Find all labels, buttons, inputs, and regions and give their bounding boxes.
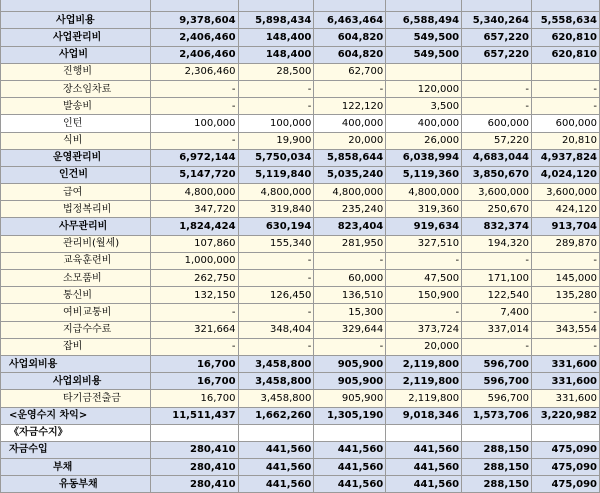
value-cell[interactable]: 62,700 <box>314 63 386 80</box>
value-cell[interactable]: 280,410 <box>150 441 238 458</box>
table-row <box>1 115 600 132</box>
value-cell[interactable]: - <box>386 252 462 269</box>
value-cell[interactable]: 16,700 <box>150 390 238 407</box>
value-cell[interactable]: 5,119,840 <box>238 166 314 183</box>
value-cell[interactable]: 1,662,260 <box>238 407 314 424</box>
value-cell[interactable]: 319,360 <box>386 201 462 218</box>
value-cell[interactable]: - <box>150 80 238 97</box>
value-cell[interactable]: 441,560 <box>386 441 462 458</box>
value-cell[interactable]: 441,560 <box>238 441 314 458</box>
value-cell[interactable]: 905,900 <box>314 390 386 407</box>
row-label-cell[interactable]: 사업관리비 <box>1 29 151 46</box>
row-label-cell[interactable]: 식비 <box>1 132 151 149</box>
table-row <box>1 218 600 235</box>
value-cell[interactable]: 47,500 <box>386 270 462 287</box>
value-cell[interactable]: 600,000 <box>532 115 600 132</box>
table-row <box>1 441 600 458</box>
value-cell[interactable]: 1,305,190 <box>314 407 386 424</box>
table-row <box>1 321 600 338</box>
value-cell[interactable]: 60,000 <box>314 270 386 287</box>
value-cell[interactable]: 7,400 <box>462 304 532 321</box>
value-cell[interactable]: 3,458,800 <box>238 390 314 407</box>
row-label-cell[interactable]: 운영관리비 <box>1 149 151 166</box>
value-cell[interactable]: 4,800,000 <box>386 184 462 201</box>
value-cell[interactable]: 262,750 <box>150 270 238 287</box>
value-cell[interactable]: - <box>314 338 386 355</box>
table-row <box>1 390 600 407</box>
value-cell[interactable]: - <box>150 98 238 115</box>
value-cell[interactable]: 2,119,800 <box>386 373 462 390</box>
value-cell[interactable]: 6,038,994 <box>386 149 462 166</box>
value-cell[interactable]: 20,810 <box>532 132 600 149</box>
row-label-cell[interactable]: 장소임차료 <box>1 80 151 97</box>
value-cell[interactable]: 26,000 <box>386 132 462 149</box>
row-label-cell[interactable]: <운영수지 차익> <box>1 407 151 424</box>
value-cell[interactable]: 280,410 <box>150 459 238 476</box>
value-cell[interactable]: 823,404 <box>314 218 386 235</box>
value-cell[interactable] <box>532 424 600 441</box>
value-cell[interactable] <box>462 63 532 80</box>
table-row <box>1 304 600 321</box>
value-cell[interactable]: 3,600,000 <box>532 184 600 201</box>
value-cell[interactable]: 321,664 <box>150 321 238 338</box>
row-label-cell[interactable]: 소모품비 <box>1 270 151 287</box>
value-cell[interactable]: 657,220 <box>462 46 532 63</box>
value-cell[interactable]: 145,000 <box>532 270 600 287</box>
value-cell[interactable]: 5,858,644 <box>314 149 386 166</box>
value-cell[interactable]: 11,511,437 <box>150 407 238 424</box>
value-cell[interactable]: - <box>532 304 600 321</box>
table-row <box>1 80 600 97</box>
value-cell[interactable]: 122,540 <box>462 287 532 304</box>
value-cell[interactable]: 136,510 <box>314 287 386 304</box>
value-cell[interactable]: - <box>238 80 314 97</box>
value-cell[interactable]: 4,024,120 <box>532 166 600 183</box>
value-cell[interactable]: 20,000 <box>314 132 386 149</box>
value-cell[interactable]: 441,560 <box>314 459 386 476</box>
value-cell[interactable]: 441,560 <box>386 459 462 476</box>
value-cell[interactable] <box>150 424 238 441</box>
value-cell[interactable]: - <box>314 252 386 269</box>
value-cell[interactable] <box>238 0 314 12</box>
row-label-cell[interactable]: 법정복리비 <box>1 201 151 218</box>
value-cell[interactable]: 604,820 <box>314 29 386 46</box>
value-cell[interactable]: 919,634 <box>386 218 462 235</box>
value-cell[interactable]: 28,500 <box>238 63 314 80</box>
value-cell[interactable]: 4,800,000 <box>314 184 386 201</box>
value-cell[interactable] <box>462 0 532 12</box>
value-cell[interactable]: - <box>150 338 238 355</box>
row-label-cell[interactable]: 유동부채 <box>1 476 151 493</box>
value-cell[interactable]: 57,220 <box>462 132 532 149</box>
value-cell[interactable]: 2,119,800 <box>386 390 462 407</box>
row-label-cell[interactable]: 사업비용 <box>1 12 151 29</box>
table-row <box>1 459 600 476</box>
value-cell[interactable]: 424,120 <box>532 201 600 218</box>
value-cell[interactable]: 832,374 <box>462 218 532 235</box>
table-body <box>1 0 600 493</box>
value-cell[interactable]: 3,220,982 <box>532 407 600 424</box>
value-cell[interactable]: 100,000 <box>150 115 238 132</box>
value-cell[interactable]: 6,463,464 <box>314 12 386 29</box>
value-cell[interactable]: 288,150 <box>462 476 532 493</box>
row-label-cell[interactable]: 교육훈련비 <box>1 252 151 269</box>
value-cell[interactable]: 549,500 <box>386 29 462 46</box>
value-cell[interactable]: 235,240 <box>314 201 386 218</box>
value-cell[interactable]: - <box>462 252 532 269</box>
value-cell[interactable]: 281,950 <box>314 235 386 252</box>
value-cell[interactable]: 288,150 <box>462 459 532 476</box>
value-cell[interactable]: 155,340 <box>238 235 314 252</box>
value-cell[interactable]: 1,824,424 <box>150 218 238 235</box>
value-cell[interactable] <box>314 0 386 12</box>
row-label-cell[interactable]: 사업외비용 <box>1 355 151 372</box>
value-cell[interactable]: 100,000 <box>238 115 314 132</box>
value-cell[interactable] <box>238 424 314 441</box>
value-cell[interactable] <box>532 63 600 80</box>
value-cell[interactable]: 19,900 <box>238 132 314 149</box>
value-cell[interactable]: - <box>238 98 314 115</box>
table-row <box>1 63 600 80</box>
value-cell[interactable]: 280,410 <box>150 476 238 493</box>
table-row <box>1 373 600 390</box>
value-cell[interactable]: 3,850,670 <box>462 166 532 183</box>
value-cell[interactable]: 905,900 <box>314 373 386 390</box>
value-cell[interactable]: 6,588,494 <box>386 12 462 29</box>
value-cell[interactable] <box>314 424 386 441</box>
value-cell[interactable]: 2,406,460 <box>150 46 238 63</box>
value-cell[interactable]: 5,119,360 <box>386 166 462 183</box>
value-cell[interactable]: 331,600 <box>532 390 600 407</box>
value-cell[interactable]: 343,554 <box>532 321 600 338</box>
value-cell[interactable]: 475,090 <box>532 441 600 458</box>
table-row <box>1 424 600 441</box>
value-cell[interactable]: 9,018,346 <box>386 407 462 424</box>
value-cell[interactable]: - <box>532 80 600 97</box>
value-cell[interactable]: 5,558,634 <box>532 12 600 29</box>
value-cell[interactable]: 604,820 <box>314 46 386 63</box>
value-cell[interactable]: 400,000 <box>314 115 386 132</box>
table-row <box>1 338 600 355</box>
value-cell[interactable]: - <box>462 98 532 115</box>
value-cell[interactable]: 20,000 <box>386 338 462 355</box>
value-cell[interactable]: - <box>238 252 314 269</box>
value-cell[interactable]: 596,700 <box>462 373 532 390</box>
value-cell[interactable]: 194,320 <box>462 235 532 252</box>
value-cell[interactable]: 5,340,264 <box>462 12 532 29</box>
row-label-cell[interactable]: 통신비 <box>1 287 151 304</box>
value-cell[interactable]: 2,119,800 <box>386 355 462 372</box>
value-cell[interactable]: 4,937,824 <box>532 149 600 166</box>
value-cell[interactable]: 373,724 <box>386 321 462 338</box>
table-row <box>1 235 600 252</box>
value-cell[interactable] <box>462 424 532 441</box>
row-label-cell[interactable]: 진행비 <box>1 63 151 80</box>
value-cell[interactable]: 327,510 <box>386 235 462 252</box>
table-row <box>1 149 600 166</box>
table-row <box>1 252 600 269</box>
value-cell[interactable]: - <box>462 80 532 97</box>
value-cell[interactable]: 120,000 <box>386 80 462 97</box>
value-cell[interactable] <box>150 0 238 12</box>
value-cell[interactable]: 5,750,034 <box>238 149 314 166</box>
value-cell[interactable]: 288,150 <box>462 441 532 458</box>
value-cell[interactable]: 16,700 <box>150 373 238 390</box>
value-cell[interactable]: 657,220 <box>462 29 532 46</box>
value-cell[interactable]: 6,972,144 <box>150 149 238 166</box>
table-row <box>1 132 600 149</box>
row-label-cell[interactable]: 관리비(월세) <box>1 235 151 252</box>
value-cell[interactable]: 3,500 <box>386 98 462 115</box>
row-label-cell[interactable]: 여비교통비 <box>1 304 151 321</box>
value-cell[interactable]: 5,147,720 <box>150 166 238 183</box>
value-cell[interactable]: 135,280 <box>532 287 600 304</box>
value-cell[interactable]: 4,683,044 <box>462 149 532 166</box>
value-cell[interactable]: 122,120 <box>314 98 386 115</box>
value-cell[interactable]: - <box>314 80 386 97</box>
value-cell[interactable]: 596,700 <box>462 390 532 407</box>
row-label-cell[interactable]: 《자금수지》 <box>1 424 151 441</box>
row-label-cell[interactable]: 발송비 <box>1 98 151 115</box>
value-cell[interactable]: 2,406,460 <box>150 29 238 46</box>
value-cell[interactable]: 15,300 <box>314 304 386 321</box>
value-cell[interactable]: - <box>532 98 600 115</box>
value-cell[interactable]: - <box>532 338 600 355</box>
value-cell[interactable]: 441,560 <box>314 441 386 458</box>
value-cell[interactable] <box>386 0 462 12</box>
value-cell[interactable]: - <box>238 338 314 355</box>
value-cell[interactable]: 329,644 <box>314 321 386 338</box>
row-label-cell[interactable]: 부채 <box>1 459 151 476</box>
value-cell[interactable]: 4,800,000 <box>238 184 314 201</box>
row-label-cell[interactable]: 급여 <box>1 184 151 201</box>
table-row <box>1 0 600 12</box>
value-cell[interactable]: 337,014 <box>462 321 532 338</box>
value-cell[interactable]: 620,810 <box>532 29 600 46</box>
value-cell[interactable] <box>386 424 462 441</box>
value-cell[interactable]: 171,100 <box>462 270 532 287</box>
value-cell[interactable]: 331,600 <box>532 355 600 372</box>
value-cell[interactable]: 475,090 <box>532 476 600 493</box>
value-cell[interactable]: - <box>386 304 462 321</box>
value-cell[interactable]: 400,000 <box>386 115 462 132</box>
value-cell[interactable]: 319,840 <box>238 201 314 218</box>
value-cell[interactable]: - <box>150 304 238 321</box>
table-row <box>1 407 600 424</box>
value-cell[interactable]: - <box>238 304 314 321</box>
table-row <box>1 98 600 115</box>
value-cell[interactable]: 441,560 <box>238 476 314 493</box>
value-cell[interactable]: 905,900 <box>314 355 386 372</box>
value-cell[interactable]: 126,450 <box>238 287 314 304</box>
value-cell[interactable]: 347,720 <box>150 201 238 218</box>
value-cell[interactable]: 630,194 <box>238 218 314 235</box>
value-cell[interactable]: 1,000,000 <box>150 252 238 269</box>
value-cell[interactable]: 289,870 <box>532 235 600 252</box>
value-cell[interactable]: 441,560 <box>238 459 314 476</box>
value-cell[interactable]: 3,458,800 <box>238 355 314 372</box>
value-cell[interactable]: 5,898,434 <box>238 12 314 29</box>
value-cell[interactable] <box>386 63 462 80</box>
table-row <box>1 201 600 218</box>
value-cell[interactable]: 3,458,800 <box>238 373 314 390</box>
row-label-cell[interactable]: 사업외비용 <box>1 373 151 390</box>
value-cell[interactable]: - <box>462 338 532 355</box>
table-row <box>1 355 600 372</box>
row-label-cell[interactable]: 지급수수료 <box>1 321 151 338</box>
value-cell[interactable]: 5,035,240 <box>314 166 386 183</box>
value-cell[interactable]: 250,670 <box>462 201 532 218</box>
value-cell[interactable]: 107,860 <box>150 235 238 252</box>
row-label-cell[interactable]: 인턴 <box>1 115 151 132</box>
table-row <box>1 166 600 183</box>
table-row <box>1 46 600 63</box>
value-cell[interactable]: 2,306,460 <box>150 63 238 80</box>
value-cell[interactable]: 441,560 <box>386 476 462 493</box>
table-row <box>1 12 600 29</box>
value-cell[interactable]: 16,700 <box>150 355 238 372</box>
value-cell[interactable]: 331,600 <box>532 373 600 390</box>
value-cell[interactable]: 4,800,000 <box>150 184 238 201</box>
row-label-cell[interactable]: 사무관리비 <box>1 218 151 235</box>
value-cell[interactable]: 150,900 <box>386 287 462 304</box>
row-label-cell[interactable]: 자금수입 <box>1 441 151 458</box>
row-label-cell[interactable]: 인건비 <box>1 166 151 183</box>
value-cell[interactable]: 600,000 <box>462 115 532 132</box>
value-cell[interactable]: 596,700 <box>462 355 532 372</box>
value-cell[interactable]: 913,704 <box>532 218 600 235</box>
value-cell[interactable]: 132,150 <box>150 287 238 304</box>
table-row <box>1 287 600 304</box>
value-cell[interactable]: 148,400 <box>238 46 314 63</box>
value-cell[interactable]: - <box>238 270 314 287</box>
table-row <box>1 476 600 493</box>
value-cell[interactable]: 348,404 <box>238 321 314 338</box>
row-label-cell[interactable] <box>1 0 151 12</box>
row-label-cell[interactable]: 타기금전출금 <box>1 390 151 407</box>
value-cell[interactable]: 3,600,000 <box>462 184 532 201</box>
row-label-cell[interactable]: 사업비 <box>1 46 151 63</box>
value-cell[interactable]: 475,090 <box>532 459 600 476</box>
table-row <box>1 184 600 201</box>
value-cell[interactable] <box>532 0 600 12</box>
value-cell[interactable]: 9,378,604 <box>150 12 238 29</box>
table-row <box>1 270 600 287</box>
value-cell[interactable]: 441,560 <box>314 476 386 493</box>
value-cell[interactable]: 620,810 <box>532 46 600 63</box>
value-cell[interactable]: 549,500 <box>386 46 462 63</box>
table-row <box>1 29 600 46</box>
value-cell[interactable]: - <box>150 132 238 149</box>
value-cell[interactable]: 148,400 <box>238 29 314 46</box>
value-cell[interactable]: 1,573,706 <box>462 407 532 424</box>
row-label-cell[interactable]: 잡비 <box>1 338 151 355</box>
value-cell[interactable]: - <box>532 252 600 269</box>
